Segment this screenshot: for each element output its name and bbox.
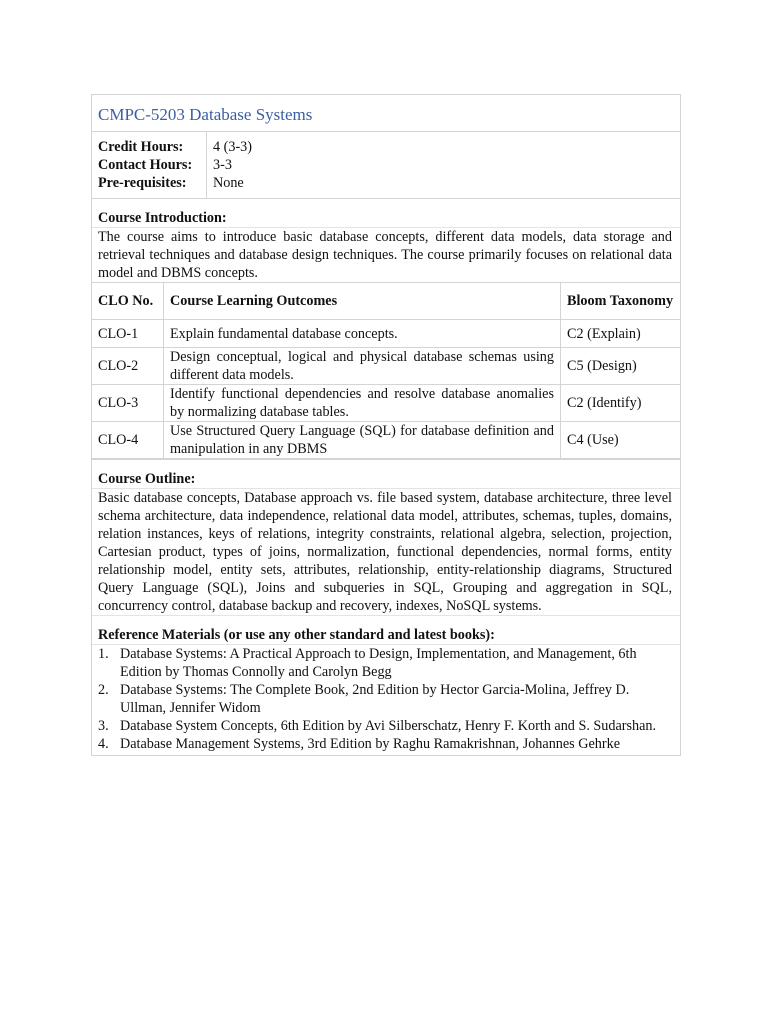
clo-outcome: Identify functional dependencies and resolve database anomalies by normalizing database tables. xyxy=(164,385,561,422)
credit-hours-label: Credit Hours: xyxy=(98,139,184,155)
list-item xyxy=(98,717,674,735)
references-section xyxy=(92,615,680,755)
prerequisites-value: None xyxy=(213,175,244,191)
list-item xyxy=(98,681,674,717)
course-frame xyxy=(91,94,681,756)
table-row xyxy=(92,422,680,459)
clo-table-header xyxy=(92,283,680,320)
clo-no: CLO-4 xyxy=(92,422,164,459)
clo-outcome: Design conceptual, logical and physical database schemas using different data models. xyxy=(164,348,561,385)
reference-number: 4. xyxy=(98,736,109,752)
clo-no: CLO-1 xyxy=(92,320,164,348)
hours-labels xyxy=(92,132,207,198)
reference-text: Database Systems: A Practical Approach to Design, Implementation, and Management, 6th Edition by Thomas Connolly and Carolyn Begg xyxy=(120,646,637,680)
table-row xyxy=(92,348,680,385)
introduction-text: The course aims to introduce basic database concepts, different data models, data storage and retrieval techniques and database design techniques. The course primarily focuses on relational data model and DBMS concepts. xyxy=(92,227,680,282)
contact-hours-label: Contact Hours: xyxy=(98,157,193,173)
reference-number: 1. xyxy=(98,646,109,662)
clo-outcome: Use Structured Query Language (SQL) for database definition and manipulation in any DBMS xyxy=(164,422,561,459)
course-page xyxy=(91,94,681,756)
outline-text: Basic database concepts, Database approach vs. file based system, database architecture, three level schema architecture, data independence, relational data model, attributes, schemas, tuples, domains, relation instances, keys of relations, integrity constraints, relational algebra, selection, projection, Cartesian product, types of joins, normalization, functional dependencies, normal forms, entity relationship model, entity sets, attributes, relationship, entity-relationship diagrams, Structured Query Language (SQL), Joins and subqueries in SQL, Grouping and aggregation in SQL, concurrency control, database backup and recovery, indexes, NoSQL systems. xyxy=(92,488,680,615)
table-row xyxy=(92,385,680,422)
credit-hours-value: 4 (3-3) xyxy=(213,139,253,155)
hours-values xyxy=(207,132,252,198)
references-list xyxy=(92,644,680,755)
clo-no: CLO-3 xyxy=(92,385,164,422)
outline-section xyxy=(92,459,680,615)
list-item xyxy=(98,645,674,681)
contact-hours-value: 3-3 xyxy=(213,157,232,173)
clo-bloom: C5 (Design) xyxy=(561,348,681,385)
clo-outcomes-header: Course Learning Outcomes xyxy=(164,283,561,320)
clo-bloom: C4 (Use) xyxy=(561,422,681,459)
list-item xyxy=(98,735,674,753)
references-heading: Reference Materials (or use any other standard and latest books): xyxy=(98,627,495,643)
reference-text: Database Systems: The Complete Book, 2nd Edition by Hector Garcia-Molina, Jeffrey D. Ullman, Jennifer Widom xyxy=(120,682,630,716)
clo-bloom: C2 (Identify) xyxy=(561,385,681,422)
reference-text: Database Management Systems, 3rd Edition by Raghu Ramakrishnan, Johannes Gehrke xyxy=(120,736,620,752)
reference-text: Database System Concepts, 6th Edition by Avi Silberschatz, Henry F. Korth and S. Sudarshan. xyxy=(120,718,657,734)
outline-heading: Course Outline: xyxy=(98,471,196,487)
prerequisites-label: Pre-requisites: xyxy=(98,175,187,191)
clo-bloom-header: Bloom Taxonomy xyxy=(561,283,681,320)
course-title: CMPC-5203 Database Systems xyxy=(92,95,680,132)
clo-table xyxy=(92,282,680,459)
table-row xyxy=(92,320,680,348)
reference-number: 3. xyxy=(98,718,109,734)
clo-bloom: C2 (Explain) xyxy=(561,320,681,348)
clo-no-header: CLO No. xyxy=(92,283,164,320)
reference-number: 2. xyxy=(98,682,109,698)
clo-outcome: Explain fundamental database concepts. xyxy=(164,320,561,348)
clo-no: CLO-2 xyxy=(92,348,164,385)
hours-block xyxy=(92,132,680,199)
introduction-heading: Course Introduction: xyxy=(98,210,227,226)
